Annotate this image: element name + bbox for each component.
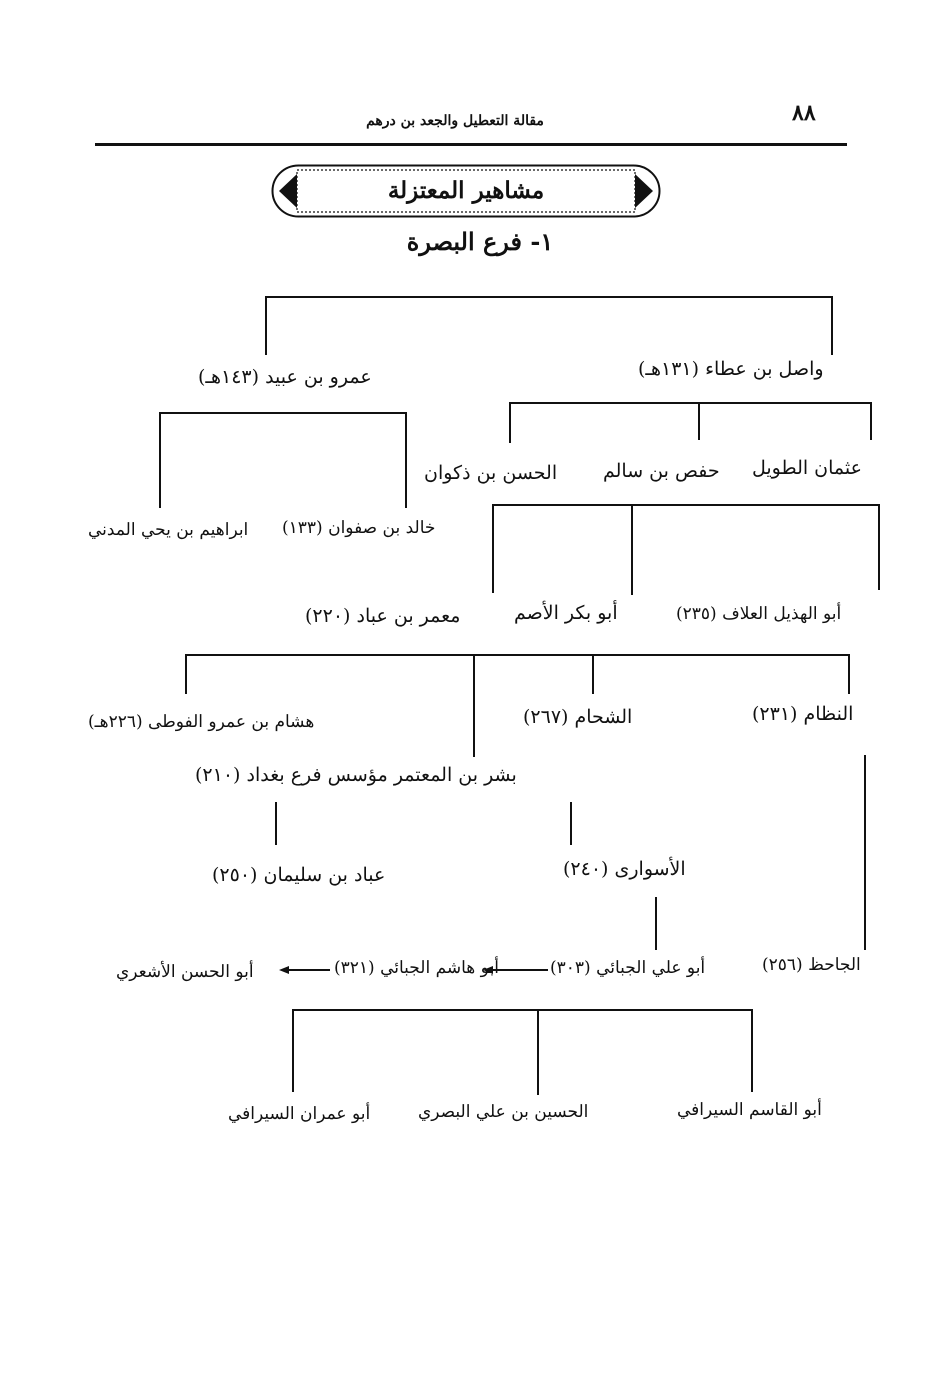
node-uswari: الأسوارى (٢٤٠) bbox=[563, 858, 686, 880]
connector-bishr bbox=[276, 802, 571, 845]
node-uthman: عثمان الطويل bbox=[752, 457, 862, 479]
node-amr: عمرو بن عبيد (١٤٣هـ) bbox=[198, 366, 372, 388]
node-husayn-basri: الحسين بن علي البصري bbox=[418, 1102, 589, 1122]
node-abu-imran: أبو عمران السيرافي bbox=[228, 1104, 371, 1124]
page-number: ٨٨ bbox=[792, 100, 816, 126]
node-shahham: الشحام (٢٦٧) bbox=[523, 706, 633, 728]
branch-subtitle: ١- فرع البصرة bbox=[406, 227, 554, 256]
connector-bottom bbox=[293, 1010, 752, 1095]
node-abu-qasim: أبو القاسم السيرافي bbox=[677, 1100, 822, 1120]
diagram-title: مشاهير المعتزلة bbox=[387, 177, 545, 204]
node-abu-hudhayl: أبو الهذيل العلاف (٢٣٥) bbox=[676, 604, 842, 624]
node-muammar: معمر بن عباد (٢٢٠) bbox=[305, 605, 461, 627]
node-jahiz: الجاحظ (٢٥٦) bbox=[762, 955, 861, 975]
node-hisham: هشام بن عمرو الفوطى (٢٢٦هـ) bbox=[88, 712, 315, 732]
node-wasil: واصل بن عطاء (١٣١هـ) bbox=[638, 358, 824, 380]
running-title: مقالة التعطيل والجعد بن درهم bbox=[366, 113, 544, 129]
node-jubbai: أبو علي الجبائي (٣٠٣) bbox=[550, 958, 706, 978]
node-ashari: أبو الحسن الأشعري bbox=[116, 962, 254, 982]
connector-gen4 bbox=[186, 655, 849, 757]
node-hafs: حفص بن سالم bbox=[603, 460, 720, 482]
node-hasan-dhakwan: الحسن بن ذكوان bbox=[424, 462, 558, 484]
node-abbad: عباد بن سليمان (٢٥٠) bbox=[212, 864, 386, 886]
connector-top bbox=[266, 297, 832, 355]
node-bishr: بشر بن المعتمر مؤسس فرع بغداد (٢١٠) bbox=[195, 764, 517, 786]
connector-wasil bbox=[510, 403, 871, 443]
node-ibrahim: ابراهيم بن يحي المدني bbox=[88, 520, 249, 540]
connector-amr bbox=[160, 413, 406, 508]
node-khalid: خالد بن صفوان (١٣٣) bbox=[282, 518, 436, 538]
arrow-head-icon bbox=[279, 966, 289, 974]
connector-gen3 bbox=[493, 505, 879, 595]
node-abu-bakr: أبو بكر الأصم bbox=[514, 602, 618, 624]
node-abu-hashim: أبو هاشم الجبائي (٣٢١) bbox=[334, 958, 499, 978]
node-nazzam: النظام (٢٣١) bbox=[752, 703, 854, 725]
